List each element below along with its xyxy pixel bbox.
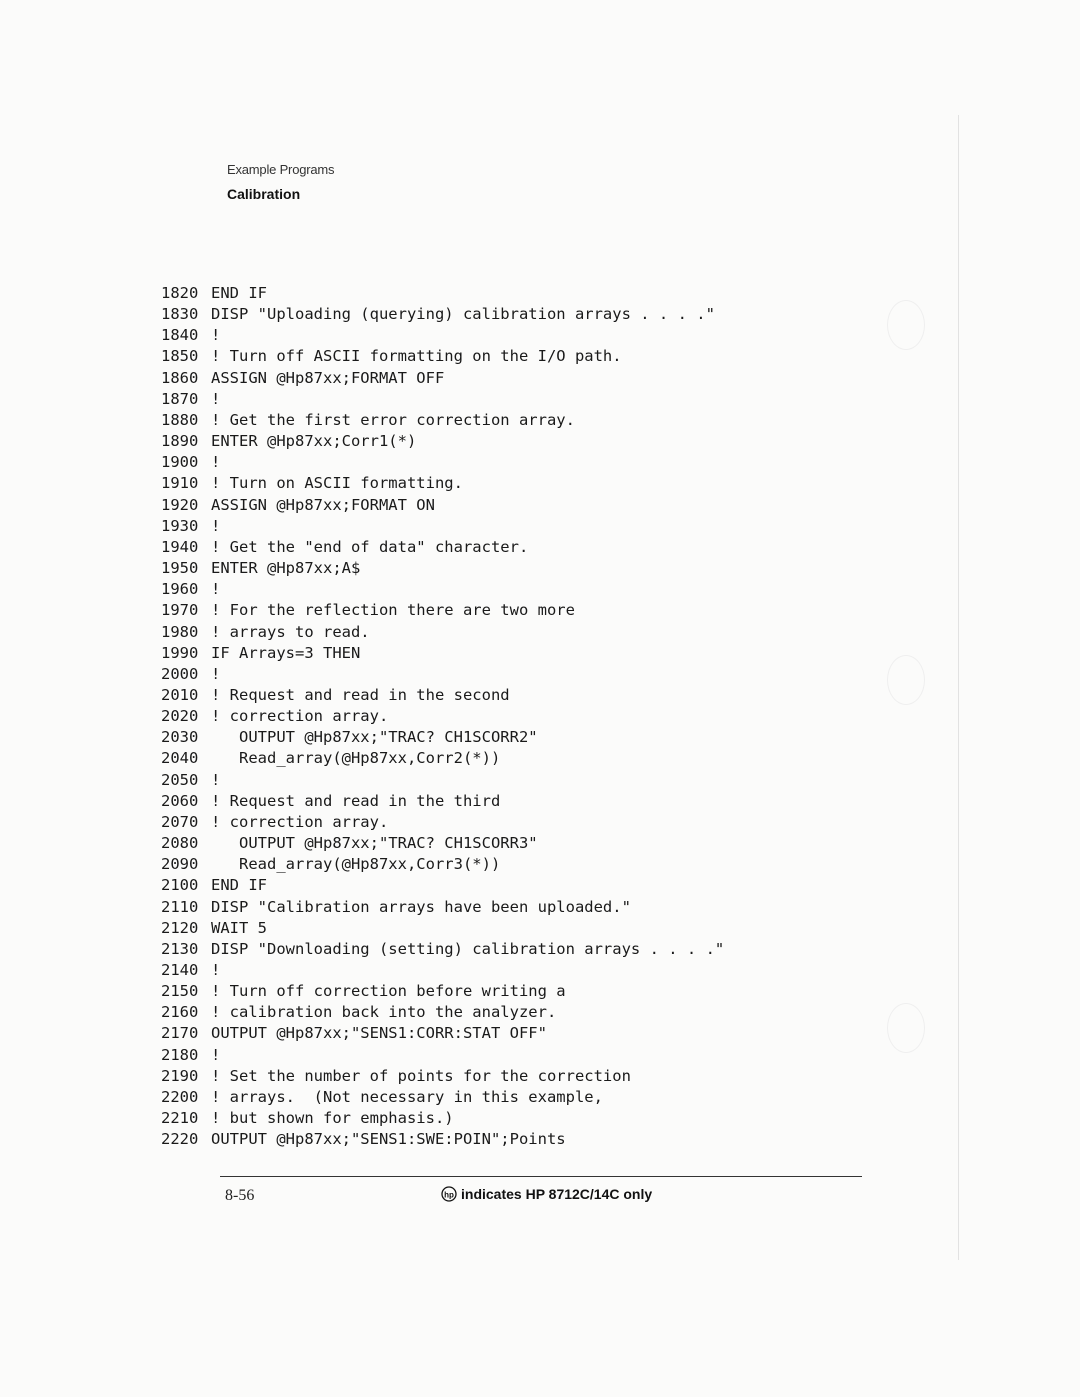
code-line <box>161 600 724 621</box>
line-number: 2190 <box>161 1066 199 1085</box>
line-number: 2210 <box>161 1109 199 1128</box>
line-number: 2220 <box>161 1130 199 1149</box>
code-line <box>161 939 724 960</box>
line-number: 1860 <box>161 368 199 387</box>
line-number: 1880 <box>161 410 199 429</box>
code-text: IF Arrays=3 THEN <box>211 643 361 662</box>
code-text: ! calibration back into the analyzer. <box>211 1003 557 1022</box>
line-number: 1910 <box>161 474 199 493</box>
line-number: 2110 <box>161 897 199 916</box>
code-line <box>161 685 724 706</box>
code-text: ! <box>211 580 221 599</box>
line-number: 2180 <box>161 1045 199 1064</box>
code-line <box>161 1108 724 1129</box>
code-line <box>161 1066 724 1087</box>
line-number: 1990 <box>161 643 199 662</box>
code-text: ! <box>211 453 221 472</box>
code-text: OUTPUT @Hp87xx;"SENS1:CORR:STAT OFF" <box>211 1024 547 1043</box>
code-line <box>161 1129 724 1150</box>
code-text: ! Request and read in the second <box>211 685 510 704</box>
code-text: END IF <box>211 876 267 895</box>
code-text: ! <box>211 516 221 535</box>
code-text: END IF <box>211 284 267 302</box>
code-text: ! correction array. <box>211 707 389 726</box>
code-line <box>161 706 724 727</box>
code-line <box>161 1023 724 1044</box>
code-line <box>161 410 724 431</box>
code-text: ! Turn on ASCII formatting. <box>211 474 463 493</box>
code-line <box>161 812 724 833</box>
line-number: 2030 <box>161 728 199 747</box>
line-number: 1900 <box>161 453 199 472</box>
code-text: ASSIGN @Hp87xx;FORMAT ON <box>211 495 435 514</box>
line-number: 2040 <box>161 749 199 768</box>
code-text: ! arrays. (Not necessary in this example, <box>211 1087 603 1106</box>
line-number: 2090 <box>161 855 199 874</box>
code-line <box>161 495 724 516</box>
line-number: 1940 <box>161 537 199 556</box>
code-line <box>161 622 724 643</box>
code-listing <box>161 283 724 1150</box>
code-text: ! Get the first error correction array. <box>211 410 575 429</box>
code-line <box>161 452 724 473</box>
line-number: 2160 <box>161 1003 199 1022</box>
code-text: ENTER @Hp87xx;A$ <box>211 559 361 578</box>
code-text: WAIT 5 <box>211 918 267 937</box>
line-number: 1820 <box>161 284 199 302</box>
code-line <box>161 558 724 579</box>
code-text: ! Request and read in the third <box>211 791 501 810</box>
line-number: 2140 <box>161 961 199 979</box>
footer-note-text: indicates HP 8712C/14C only <box>461 1186 653 1202</box>
code-text: ! arrays to read. <box>211 622 370 641</box>
code-line <box>161 833 724 854</box>
line-number: 1830 <box>161 305 199 324</box>
code-line <box>161 854 724 875</box>
code-line <box>161 389 724 410</box>
code-line <box>161 643 724 664</box>
line-number: 1870 <box>161 389 199 408</box>
code-text: Read_array(@Hp87xx,Corr3(*)) <box>211 855 501 874</box>
line-number: 1960 <box>161 580 199 599</box>
code-line <box>161 368 724 389</box>
code-line <box>161 431 724 452</box>
code-text: ! <box>211 326 221 345</box>
code-line <box>161 473 724 494</box>
line-number: 2200 <box>161 1087 199 1106</box>
binder-hole <box>887 300 925 350</box>
line-number: 2120 <box>161 918 199 937</box>
margin-line <box>958 115 959 1260</box>
line-number: 2060 <box>161 791 199 810</box>
code-text: OUTPUT @Hp87xx;"SENS1:SWE:POIN";Points <box>211 1130 566 1149</box>
hp-logo-icon <box>441 1186 457 1202</box>
line-number: 1920 <box>161 495 199 514</box>
code-line <box>161 875 724 896</box>
line-number: 1930 <box>161 516 199 535</box>
line-number: 2010 <box>161 685 199 704</box>
line-number: 2000 <box>161 664 199 683</box>
binder-hole <box>887 1003 925 1053</box>
code-text: ! For the reflection there are two more <box>211 601 575 620</box>
line-number: 2170 <box>161 1024 199 1043</box>
line-number: 1850 <box>161 347 199 366</box>
code-line <box>161 727 724 748</box>
footer-note <box>441 1186 652 1202</box>
code-line <box>161 770 724 791</box>
code-line <box>161 1002 724 1023</box>
code-text: ASSIGN @Hp87xx;FORMAT OFF <box>211 368 445 387</box>
code-text: OUTPUT @Hp87xx;"TRAC? CH1SCORR2" <box>211 728 538 747</box>
line-number: 1890 <box>161 432 199 451</box>
line-number: 2070 <box>161 812 199 831</box>
code-line <box>161 346 724 367</box>
code-text: ! correction array. <box>211 812 389 831</box>
code-text: DISP "Calibration arrays have been uploaded." <box>211 897 631 916</box>
code-line <box>161 960 724 981</box>
line-number: 2050 <box>161 770 199 789</box>
code-line <box>161 791 724 812</box>
code-text: ! Turn off correction before writing a <box>211 982 566 1001</box>
code-text: ! <box>211 1045 221 1064</box>
code-text: Read_array(@Hp87xx,Corr2(*)) <box>211 749 501 768</box>
line-number: 2080 <box>161 834 199 853</box>
code-line <box>161 664 724 685</box>
code-text: OUTPUT @Hp87xx;"TRAC? CH1SCORR3" <box>211 834 538 853</box>
line-number: 1970 <box>161 601 199 620</box>
code-line <box>161 304 724 325</box>
code-line <box>161 579 724 600</box>
code-line <box>161 897 724 918</box>
svg-text:hp: hp <box>444 1190 454 1200</box>
code-text: ! but shown for emphasis.) <box>211 1109 454 1128</box>
code-line <box>161 516 724 537</box>
code-text: ! <box>211 389 221 408</box>
code-text: ! Set the number of points for the correction <box>211 1066 631 1085</box>
line-number: 2150 <box>161 982 199 1001</box>
line-number: 2020 <box>161 707 199 726</box>
code-text: ! Get the "end of data" character. <box>211 537 529 556</box>
section-title: Calibration <box>227 186 301 202</box>
page-number: 8-56 <box>225 1187 255 1204</box>
code-line <box>161 1045 724 1066</box>
code-line <box>161 283 724 304</box>
code-text: ENTER @Hp87xx;Corr1(*) <box>211 432 417 451</box>
code-line <box>161 748 724 769</box>
code-text: ! <box>211 664 221 683</box>
binder-hole <box>887 655 925 705</box>
code-text: DISP "Downloading (setting) calibration arrays . . . ." <box>211 939 725 958</box>
line-number: 2130 <box>161 939 199 958</box>
code-line <box>161 325 724 346</box>
line-number: 1840 <box>161 326 199 345</box>
code-text: ! Turn off ASCII formatting on the I/O path. <box>211 347 622 366</box>
code-text: DISP "Uploading (querying) calibration arrays . . . ." <box>211 305 715 324</box>
code-text: ! <box>211 770 221 789</box>
line-number: 1980 <box>161 622 199 641</box>
code-text: ! <box>211 961 221 979</box>
code-line <box>161 537 724 558</box>
code-line <box>161 918 724 939</box>
code-line <box>161 981 724 1002</box>
footer-rule <box>220 1176 862 1177</box>
code-line <box>161 1087 724 1108</box>
line-number: 2100 <box>161 876 199 895</box>
line-number: 1950 <box>161 559 199 578</box>
section-header: Example Programs <box>227 162 335 177</box>
